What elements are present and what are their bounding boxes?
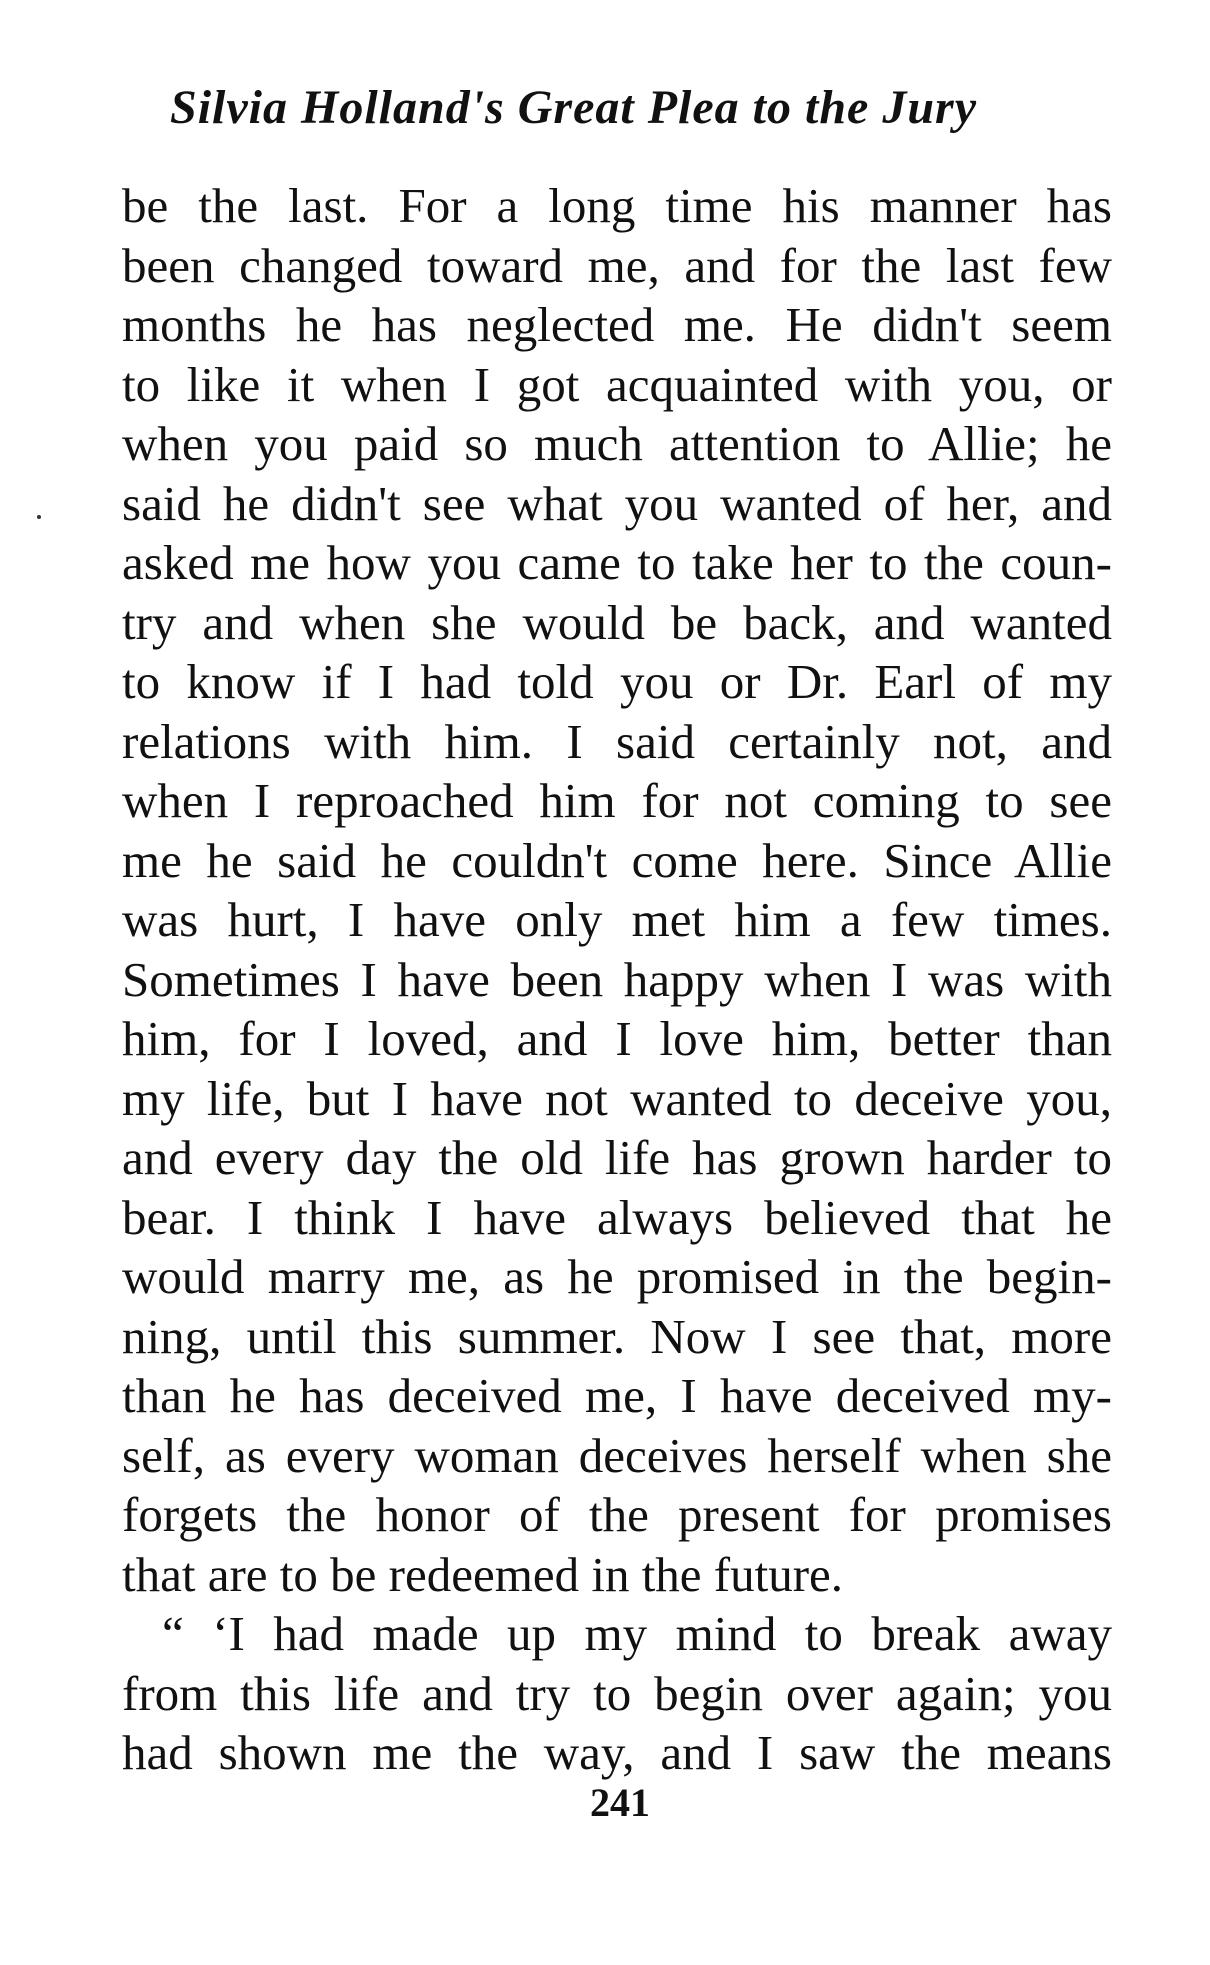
text-line: was hurt, I have only met him a few times. [122, 892, 1112, 947]
text-line: be the last. For a long time his manner has [122, 178, 1112, 233]
text-line: ning, until this summer. Now I see that, more [122, 1308, 1112, 1364]
text-line: months he has neglected me. He didn't seem [122, 297, 1112, 352]
text-line: self, as every woman deceives herself when she [122, 1427, 1112, 1483]
text-line: and every day the old life has grown harder to [122, 1130, 1112, 1185]
running-head: Silvia Holland's Great Plea to the Jury [170, 81, 978, 134]
body-text [122, 176, 1112, 1783]
page-number: 241 [590, 1780, 650, 1825]
text-line: than he has deceived me, I have deceived my- [122, 1368, 1112, 1423]
scan-speck-mark [37, 515, 41, 519]
paragraph-end-line: that are to be redeemed in the future. [122, 1546, 844, 1602]
text-line: from this life and try to begin over again; you [122, 1665, 1112, 1721]
text-line: my life, but I have not wanted to deceive you, [122, 1070, 1112, 1126]
text-line: Sometimes I have been happy when I was with [122, 951, 1112, 1007]
text-line: bear. I think I have always believed that he [122, 1189, 1112, 1245]
text-line: to know if I had told you or Dr. Earl of my [122, 654, 1112, 709]
text-line: been changed toward me, and for the last few [122, 237, 1112, 293]
paragraph-start-line: “ ‘I had made up my mind to break away [162, 1606, 1112, 1661]
text-line: relations with him. I said certainly not, and [122, 713, 1112, 769]
text-line: asked me how you came to take her to the coun- [122, 535, 1112, 590]
text-line: to like it when I got acquainted with you, or [122, 356, 1112, 412]
text-line: when I reproached him for not coming to see [122, 773, 1112, 828]
text-line: forgets the honor of the present for promises [122, 1487, 1112, 1542]
text-line: would marry me, as he promised in the begin- [122, 1249, 1112, 1304]
text-line: him, for I loved, and I love him, better than [122, 1011, 1112, 1066]
text-line: when you paid so much attention to Allie; he [122, 416, 1112, 471]
text-line: had shown me the way, and I saw the means [122, 1725, 1112, 1780]
text-line: me he said he couldn't come here. Since Allie [122, 832, 1112, 888]
text-line: said he didn't see what you wanted of her, and [122, 475, 1112, 531]
text-line: try and when she would be back, and wanted [122, 594, 1112, 650]
